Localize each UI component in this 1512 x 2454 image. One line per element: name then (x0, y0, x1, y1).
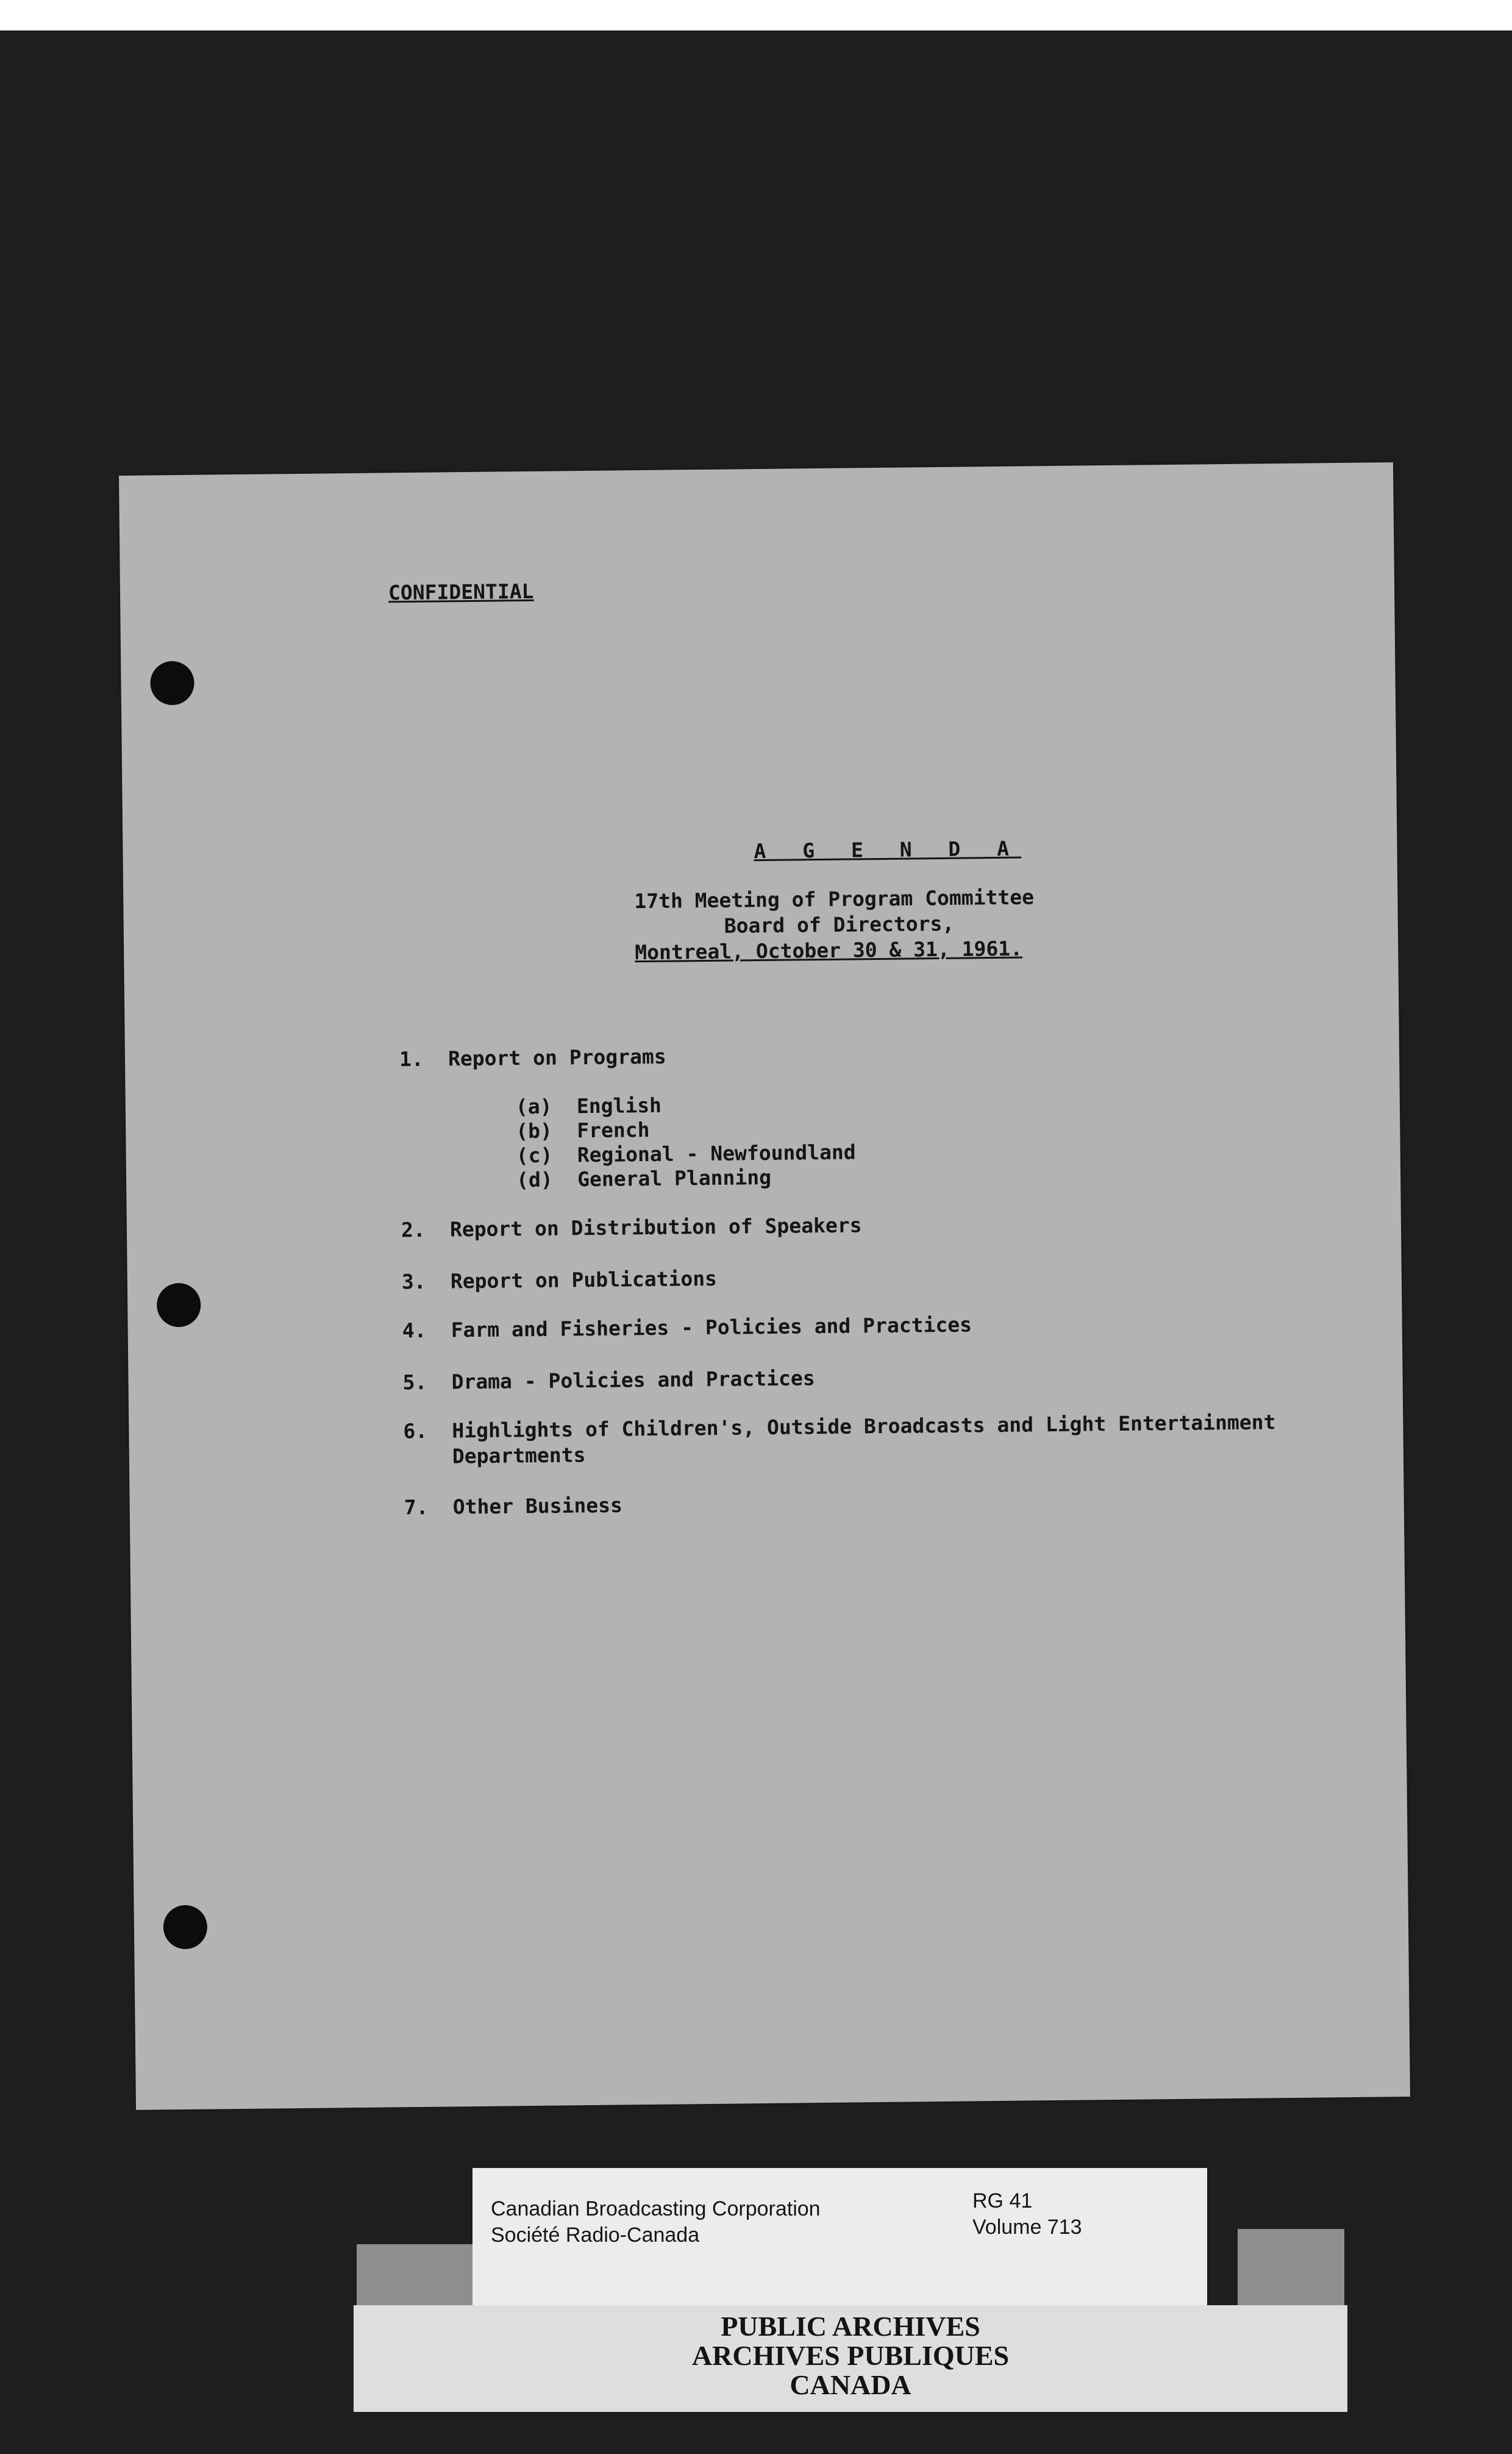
item-text: Other Business (452, 1493, 623, 1519)
item-text: Farm and Fisheries - Policies and Practices (451, 1312, 972, 1342)
public-archives-stamp (354, 2305, 1347, 2412)
punch-hole-middle (157, 1283, 201, 1328)
item-number: 6. (403, 1418, 428, 1443)
item-number: 7. (404, 1495, 429, 1520)
subitem-text: Regional - Newfoundland (577, 1140, 856, 1167)
archive-label-card (472, 2168, 1207, 2327)
item-number: 3. (401, 1269, 426, 1294)
subitem-text: English (576, 1093, 662, 1118)
subitem-text: French (577, 1117, 650, 1143)
subitem-letter: (d) (516, 1167, 553, 1192)
item-text: Drama - Policies and Practices (451, 1366, 815, 1394)
board-line: Board of Directors, (724, 911, 955, 938)
organization-french: Société Radio-Canada (491, 2223, 700, 2247)
archives-line-french: ARCHIVES PUBLIQUES (691, 2340, 1010, 2371)
subitem-letter: (c) (516, 1143, 553, 1168)
holder-tab-right (1238, 2229, 1344, 2311)
item-text: Report on Publications (450, 1266, 718, 1293)
subitem-letter: (b) (516, 1118, 553, 1143)
punch-hole-top (150, 661, 194, 706)
subitem-text: General Planning (577, 1165, 772, 1192)
item-text-continued: Departments (452, 1443, 586, 1468)
item-text: Highlights of Children's, Outside Broadcasts and Light Entertainment (452, 1410, 1276, 1443)
volume-number: Volume 713 (972, 2216, 1082, 2239)
subitem-letter: (a) (515, 1094, 552, 1119)
archives-line-country: CANADA (790, 2369, 911, 2400)
top-border (0, 0, 1512, 30)
archives-line-english: PUBLIC ARCHIVES (721, 2311, 980, 2342)
agenda-title: A G E N D A (754, 836, 1022, 864)
record-group: RG 41 (972, 2189, 1033, 2213)
bottom-border (0, 2415, 1512, 2454)
item-number: 1. (399, 1046, 424, 1071)
holder-tab-left (357, 2244, 482, 2311)
item-number: 5. (402, 1370, 427, 1395)
item-number: 4. (402, 1318, 427, 1343)
item-text: Report on Distribution of Speakers (449, 1213, 862, 1242)
organization-english: Canadian Broadcasting Corporation (491, 2197, 821, 2220)
punch-hole-bottom (163, 1905, 208, 1950)
item-number: 2. (401, 1217, 426, 1242)
location-date-line: Montreal, October 30 & 31, 1961. (635, 936, 1023, 965)
confidential-label: CONFIDENTIAL (388, 579, 534, 605)
item-text: Report on Programs (448, 1044, 666, 1071)
document-page (119, 462, 1410, 2110)
meeting-line: 17th Meeting of Program Committee (634, 885, 1035, 914)
